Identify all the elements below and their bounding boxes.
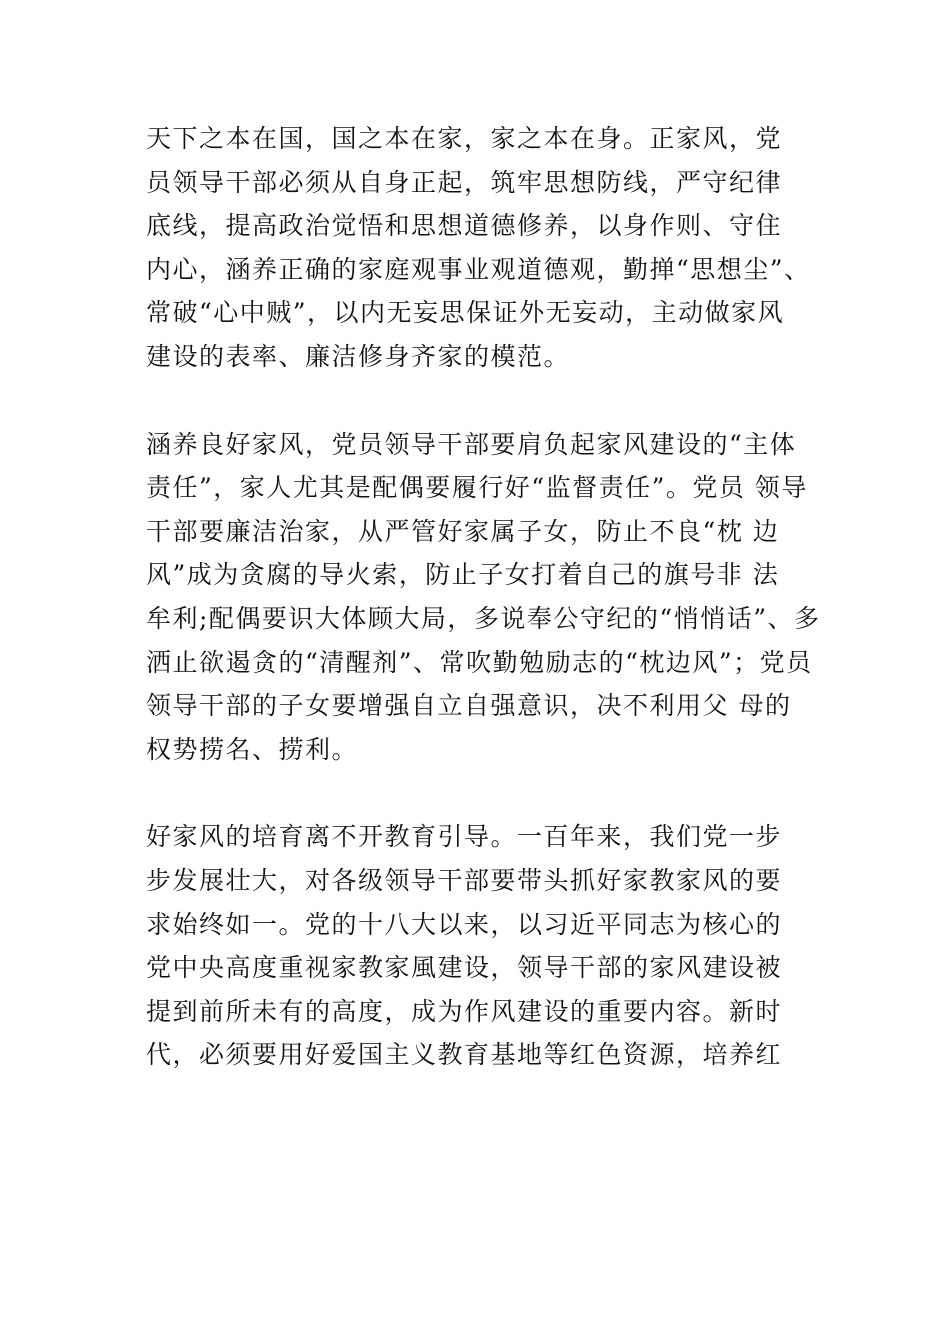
text-line: 求始终如一。党的十八大以来，以习近平同志为核心的 [146,909,783,939]
text-line: 天下之本在国，国之本在家，家之本在身。正家风，党 [146,124,783,153]
paragraph-1 [146,117,836,379]
text-line: 牟利;配偶要识大体顾大局，多说奉公守纪的“悄悄话”、多 [146,603,821,633]
text-line: 党中央高度重视家教家風建设，领导干部的家风建设被 [146,953,783,983]
text-line: 代，必须要用好爱国主义教育基地等红色资源，培养红 [146,1040,783,1070]
document-body [146,117,836,1121]
text-line: 洒止欲遏贪的“清醒剂”、常吹勤勉励志的“枕边风”；党员 [146,647,813,677]
text-line: 风”成为贪腐的导火索，防止子女打着自己的旗号非 法 [146,560,780,590]
text-line: 权势捞名、捞利。 [146,734,359,764]
text-line: 建设的表率、廉洁修身齐家的模范。 [146,341,571,371]
text-line: 领导干部的子女要增强自立自强意识，决不利用父 母的 [146,691,792,721]
text-line: 常破“心中贼”，以内无妄思保证外无妄动，主动做家风 [146,298,785,328]
text-line: 涵养良好家风，党员领导干部要肩负起家风建设的“主体 [146,429,797,459]
text-line: 干部要廉洁治家，从严管好家属子女，防止不良“枕 边 [146,516,780,546]
text-line: 提到前所未有的高度，成为作风建设的重要内容。新时 [146,996,783,1026]
text-line: 内心，涵养正确的家庭观事业观道德观，勤掸“思想尘”、 [146,254,811,284]
text-line: 员领导干部必须从自身正起，筑牢思想防线，严守纪律 [146,167,783,197]
paragraph-2 [146,423,836,772]
paragraph-3 [146,815,836,1077]
text-line: 责任”，家人尤其是配偶要履行好“监督责任”。党员 领导 [146,473,808,503]
text-line: 步发展壮大，对各级领导干部要带头抓好家教家风的要 [146,865,783,895]
text-line: 底线，提高政治觉悟和思想道德修养，以身作则、守住 [146,211,783,241]
text-line: 好家风的培育离不开教育引导。一百年来，我们党一步 [146,822,783,852]
